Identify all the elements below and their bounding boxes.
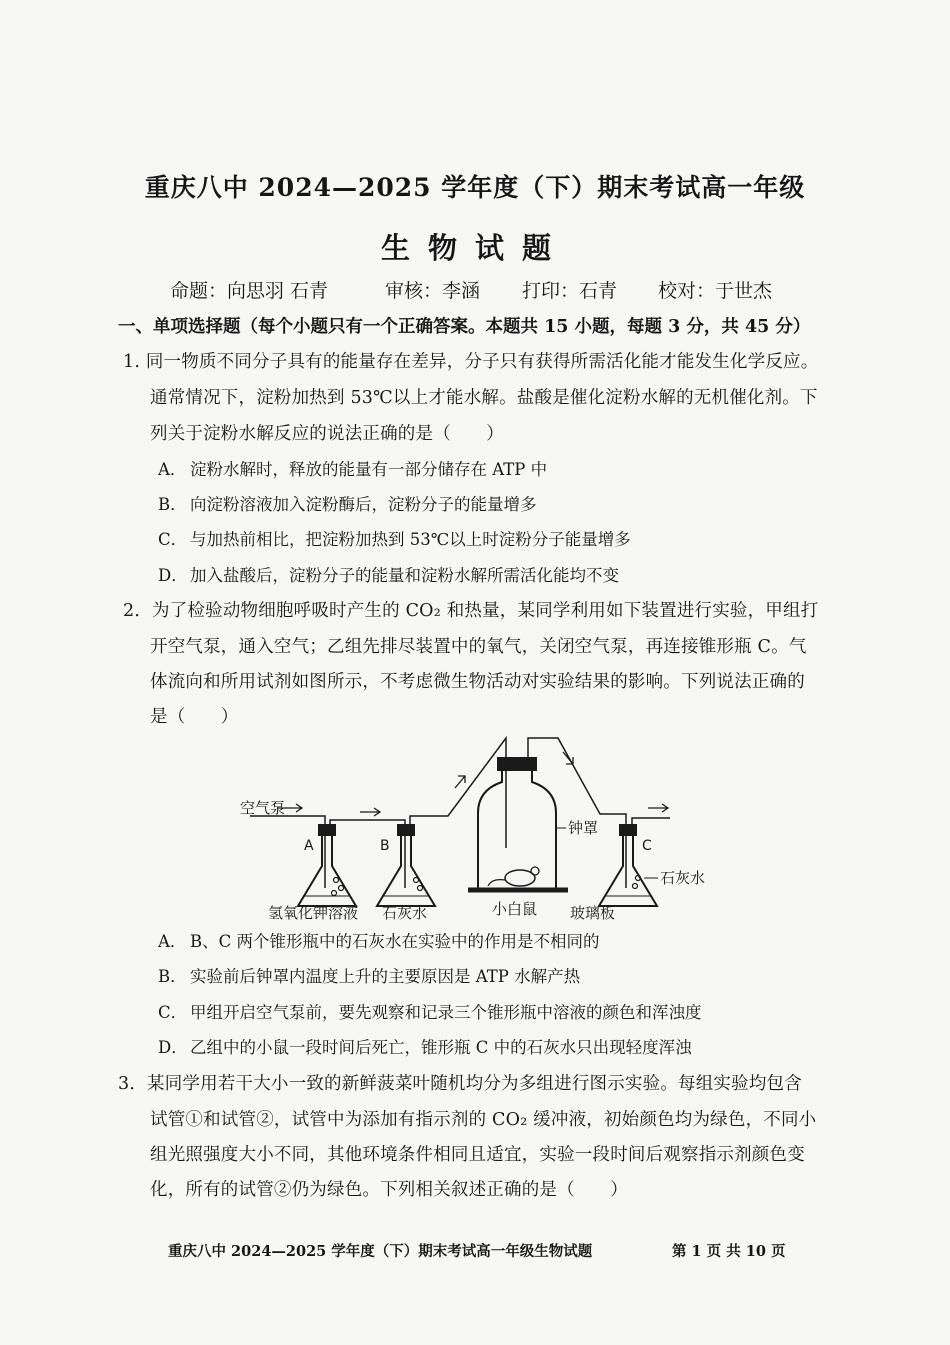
question-2-option-a	[158, 928, 600, 952]
option-label: C．	[158, 1003, 188, 1022]
question-3-line-1: 3．某同学用若干大小一致的新鲜菠菜叶随机均分为多组进行图示实验。每组实验均包含	[118, 1074, 802, 1094]
option-label: A．	[158, 460, 187, 479]
question-3-line-2: 试管①和试管②，试管中为添加有指示剂的 CO₂ 缓冲液，初始颜色均为绿色，不同小	[150, 1110, 817, 1130]
option-text: 淀粉水解时，释放的能量有一部分储存在 ATP 中	[190, 460, 548, 479]
option-text: 乙组中的小鼠一段时间后死亡，锥形瓶 C 中的石灰水只出现轻度浑浊	[190, 1038, 692, 1057]
question-2-option-c	[158, 999, 702, 1023]
question-1-option-a	[158, 456, 547, 480]
credit-proofreader: 校对：于世杰	[658, 280, 773, 302]
question-3-line-4: 化，所有的试管②仍为绿色。下列相关叙述正确的是（ ）	[150, 1180, 628, 1200]
option-text: 向淀粉溶液加入淀粉酶后，淀粉分子的能量增多	[190, 495, 537, 514]
credit-printer: 打印：石青	[522, 280, 618, 302]
option-label: B．	[158, 495, 187, 514]
question-2-option-d	[158, 1034, 692, 1058]
option-text: 加入盐酸后，淀粉分子的能量和淀粉水解所需活化能均不变	[190, 566, 619, 585]
label-naoh: 氢氧化钾溶液	[268, 904, 359, 922]
option-label: A．	[158, 932, 187, 951]
option-text: B、C 两个锥形瓶中的石灰水在实验中的作用是不相同的	[190, 932, 600, 951]
option-label: B．	[158, 967, 187, 986]
label-limewater-b: 石灰水	[382, 904, 428, 922]
credit-author: 命题：向思羽 石青	[170, 280, 329, 302]
credit-reviewer: 审核：李涵	[385, 280, 481, 302]
question-1-line-3: 列关于淀粉水解反应的说法正确的是（ ）	[150, 424, 504, 444]
footer-text: 重庆八中 2024—2025 学年度（下）期末考试高一年级生物试题	[168, 1243, 593, 1260]
label-flask-b: B	[380, 838, 390, 854]
question-2-line-2: 开空气泵，通入空气；乙组先排尽装置中的氧气，关闭空气泵，再连接锥形瓶 C。气	[150, 637, 807, 657]
question-1-line-1: 1. 同一物质不同分子具有的能量存在差异，分子只有获得所需活化能才能发生化学反应。	[123, 352, 819, 372]
question-2-line-3: 体流向和所用试剂如图所示，不考虑微生物活动对实验结果的影响。下列说法正确的	[150, 672, 805, 692]
option-text: 甲组开启空气泵前，要先观察和记录三个锥形瓶中溶液的颜色和浑浊度	[190, 1003, 702, 1022]
respiration-apparatus-diagram	[230, 728, 706, 923]
option-label: C．	[158, 530, 188, 549]
option-label: D．	[158, 1038, 188, 1057]
question-1-option-c	[158, 526, 631, 550]
exam-subtitle: 生物试题	[380, 231, 569, 265]
question-2-option-b	[158, 963, 580, 987]
label-glass-plate: 玻璃板	[570, 904, 616, 922]
question-1-option-d	[158, 562, 619, 586]
exam-title: 重庆八中 2024—2025 学年度（下）期末考试高一年级	[144, 173, 806, 202]
label-mouse: 小白鼠	[492, 900, 538, 918]
question-3-line-3: 组光照强度大小不同，其他环境条件相同且适宜，实验一段时间后观察指示剂颜色变	[150, 1145, 805, 1165]
label-flask-c: C	[642, 838, 652, 854]
option-text: 实验前后钟罩内温度上升的主要原因是 ATP 水解产热	[190, 967, 581, 986]
question-1-line-2: 通常情况下，淀粉加热到 53℃以上才能水解。盐酸是催化淀粉水解的无机催化剂。下	[150, 388, 818, 408]
question-1-option-b	[158, 491, 537, 515]
footer-page-number: 第 1 页 共 10 页	[672, 1243, 786, 1260]
section-heading: 一、单项选择题（每个小题只有一个正确答案。本题共 15 小题，每题 3 分，共 45 分）	[118, 317, 811, 337]
question-2-line-4: 是（ ）	[150, 707, 239, 727]
label-limewater-c: 石灰水	[660, 869, 706, 887]
option-text: 与加热前相比，把淀粉加热到 53℃以上时淀粉分子能量增多	[190, 530, 631, 549]
question-2-line-1: 2．为了检验动物细胞呼吸时产生的 CO₂ 和热量，某同学利用如下装置进行实验，甲组打	[123, 601, 819, 621]
label-bell-jar: 钟罩	[568, 819, 599, 837]
label-air-pump: 空气泵	[240, 799, 286, 817]
option-label: D．	[158, 566, 188, 585]
label-flask-a: A	[304, 838, 314, 854]
